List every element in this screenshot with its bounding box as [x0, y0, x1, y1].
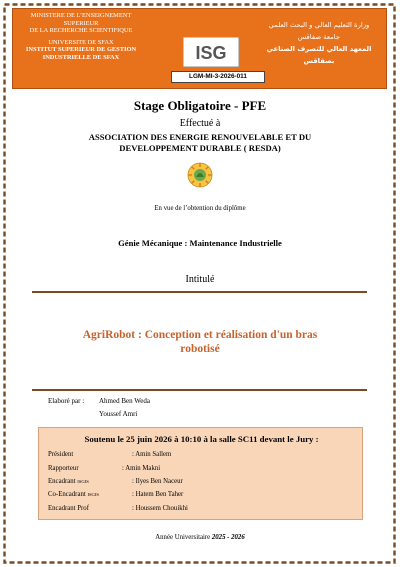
project-subject	[60, 328, 340, 356]
jury-row	[48, 505, 188, 512]
page-title: Stage Obligatoire - PFE	[133, 98, 267, 113]
divider-bottom	[32, 389, 367, 391]
organization-line-1: ASSOCIATION DES ENERGIE RENOUVELABLE ET DU	[88, 132, 312, 142]
jury-member: : Houssem Chouikhi	[132, 505, 188, 512]
jury-row	[48, 465, 161, 472]
academic-year-value: 2025 - 2026	[211, 534, 245, 541]
author-name: Youssef Amri	[99, 410, 138, 418]
jury-role: Encadrant	[48, 478, 76, 485]
jury-member: : Ilyes Ben Naceur	[132, 478, 183, 485]
intitule-label: Intitulé	[185, 274, 215, 285]
university-line: UNIVERSITE DE SFAX	[48, 38, 114, 46]
jury-row	[48, 451, 172, 458]
jury-role: Rapporteur	[48, 465, 79, 472]
institute-arabic: المعهد العالي للتصرف الصناعي بصفاقس	[266, 45, 372, 65]
jury-row	[48, 478, 183, 485]
jury-role-suffix: ISGIS	[77, 479, 89, 484]
jury-box	[38, 427, 363, 520]
specialty: Génie Mécanique : Maintenance Industrielle	[118, 238, 282, 248]
jury-role: Encadrant Prof	[48, 505, 89, 512]
defense-info: Soutenu le 25 juin 2026 à 10:10 à la salle SC11 devant le Jury :	[84, 434, 319, 444]
subject-line-1: AgriRobot : Conception et réalisation d'un bras	[82, 329, 318, 341]
author-name: Ahmed Ben Weda	[99, 397, 151, 405]
institute-line-2: INDUSTRIELLE DE SFAX	[42, 53, 120, 61]
ministry-line-1: MINISTERE DE L’ENSEIGNEMENT SUPERIEUR	[30, 12, 132, 27]
academic-year	[0, 534, 400, 541]
subject-line-2: robotisé	[180, 343, 220, 355]
institute-line-1: INSTITUT SUPERIEUR DE GESTION	[25, 46, 137, 54]
diploma-purpose: En vue de l’obtention du diplôme	[154, 205, 246, 212]
jury-row	[48, 491, 184, 498]
jury-member: : Amin Sallem	[132, 451, 172, 458]
header-left-text	[17, 12, 145, 62]
document-code: LGM-MI-3-2026-011	[171, 71, 265, 83]
isg-logo	[183, 37, 239, 67]
authors-label: Elaboré par :	[48, 397, 85, 405]
jury-member: : Amin Makni	[122, 465, 161, 472]
header-banner	[12, 8, 387, 89]
jury-role: Président	[48, 451, 74, 458]
jury-role: Co-Encadrant	[48, 491, 86, 498]
effectue-label: Effectué à	[179, 118, 221, 129]
ministry-line-2: DE LA RECHERCHE SCIENTIFIQUE	[29, 27, 133, 35]
ministry-arabic: وزارة التعليم العالي و البحث العلمي	[268, 21, 370, 29]
jury-member: : Hatem Ben Taher	[132, 491, 184, 498]
host-organization	[50, 132, 350, 154]
svg-text:ISG: ISG	[195, 43, 227, 63]
header-right-text	[258, 19, 380, 67]
jury-role-suffix: ISGIS	[87, 492, 99, 497]
university-arabic: جامعة صفاقس	[297, 33, 341, 41]
academic-year-label: Année Universitaire	[155, 534, 211, 541]
organization-line-2: DEVELOPPEMENT DURABLE ( RESDA)	[119, 143, 281, 153]
resda-emblem-icon	[187, 162, 213, 188]
divider-top	[32, 291, 367, 293]
